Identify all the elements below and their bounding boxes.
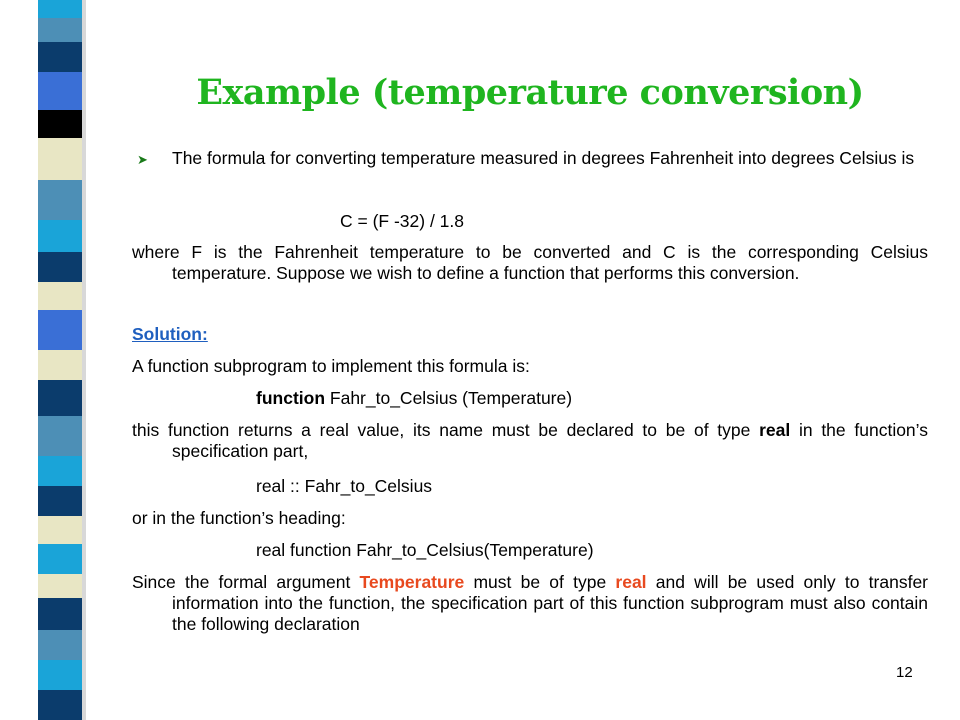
function-keyword: function	[256, 388, 326, 408]
decorative-stripe-bar	[38, 0, 82, 720]
returns-text-2: in the function’s specification part,	[172, 420, 928, 461]
since-text-3: and will be used only to transfer information into the function, the specification part of this function subprogram must also contain the following declaration	[172, 572, 929, 634]
since-highlight-1: Temperature	[359, 572, 465, 592]
page-number: 12	[896, 664, 913, 681]
solution-label	[132, 324, 928, 345]
stripe-segment	[38, 516, 82, 544]
since-paragraph	[132, 572, 928, 635]
stripe-segment	[38, 72, 82, 110]
returns-keyword: real	[759, 420, 791, 440]
stripe-segment	[38, 380, 82, 416]
stripe-segment	[38, 630, 82, 660]
stripe-segment	[38, 486, 82, 516]
stripe-segment	[38, 180, 82, 220]
intro-text: The formula for converting temperature measured in degrees Fahrenheit into degrees Celsius is	[172, 148, 915, 168]
since-highlight-2: real	[615, 572, 647, 592]
stripe-segment	[38, 252, 82, 282]
stripe-segment	[38, 598, 82, 630]
slide-title: Example (temperature conversion)	[196, 72, 864, 113]
formula: C = (F -32) / 1.8	[340, 211, 464, 231]
stripe-segment	[38, 138, 82, 180]
returns-paragraph	[132, 420, 928, 462]
arrow-bullet-icon: ➤	[137, 152, 148, 167]
solution-link: Solution:	[132, 324, 208, 344]
stripe-segment	[38, 110, 82, 138]
subprogram-paragraph: A function subprogram to implement this formula is:	[132, 356, 530, 376]
stripe-segment	[38, 416, 82, 456]
stripe-segment	[38, 660, 82, 690]
stripe-segment	[38, 350, 82, 380]
stripe-segment	[38, 0, 82, 18]
stripe-segment	[38, 18, 82, 42]
where-paragraph: where F is the Fahrenheit temperature to be converted and C is the corresponding Celsius temperature. Suppose we wish to define a function that performs this conversion.	[132, 242, 928, 283]
heading-paragraph: or in the function’s heading:	[132, 508, 346, 528]
stripe-segment	[38, 690, 82, 720]
stripe-segment	[38, 220, 82, 252]
stripe-segment	[38, 42, 82, 72]
stripe-segment	[38, 544, 82, 574]
returns-text-1: this function returns a real value, its name must be declared to be of type	[132, 420, 760, 440]
stripe-shadow	[82, 0, 86, 720]
since-text-2: must be of type	[464, 572, 616, 592]
stripe-segment	[38, 282, 82, 310]
intro-paragraph	[132, 148, 928, 169]
function-signature-line	[256, 388, 856, 409]
stripe-segment	[38, 456, 82, 486]
since-text-1: Since the formal argument	[132, 572, 360, 592]
stripe-segment	[38, 574, 82, 598]
function-signature: Fahr_to_Celsius (Temperature)	[329, 388, 573, 408]
stripe-segment	[38, 310, 82, 350]
declaration-1: real :: Fahr_to_Celsius	[256, 476, 433, 496]
declaration-2: real function Fahr_to_Celsius(Temperature)	[256, 540, 594, 560]
